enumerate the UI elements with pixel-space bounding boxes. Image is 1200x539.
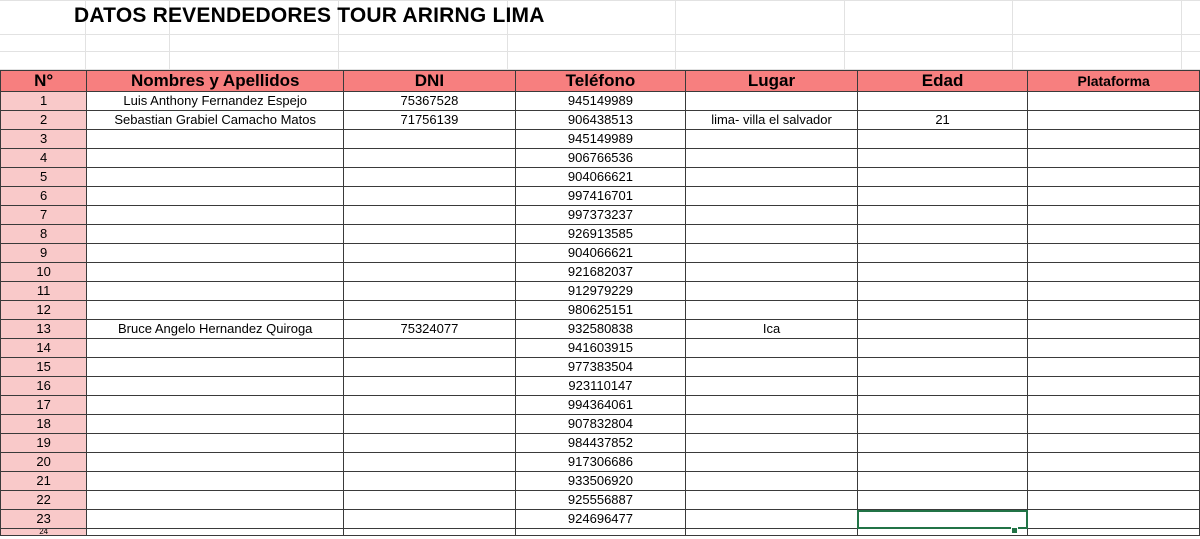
- phone-cell[interactable]: 904066621: [515, 168, 686, 187]
- table-row: [1, 510, 1200, 529]
- name-cell[interactable]: [87, 187, 344, 206]
- name-cell[interactable]: Luis Anthony Fernandez Espejo: [87, 92, 344, 111]
- table-row: [1, 111, 1200, 130]
- place-cell[interactable]: [686, 396, 858, 415]
- row-number[interactable]: 14: [1, 339, 87, 358]
- age-cell[interactable]: [857, 529, 1028, 536]
- table-row: [1, 168, 1200, 187]
- dni-cell[interactable]: [344, 263, 516, 282]
- table-row: [1, 377, 1200, 396]
- table-row: [1, 491, 1200, 510]
- platform-cell[interactable]: [1028, 434, 1200, 453]
- platform-cell[interactable]: [1028, 301, 1200, 320]
- phone-cell[interactable]: 904066621: [515, 244, 686, 263]
- header-age[interactable]: Edad: [857, 71, 1028, 92]
- row-number[interactable]: 11: [1, 282, 87, 301]
- dni-cell[interactable]: [344, 491, 516, 510]
- place-cell[interactable]: [686, 472, 858, 491]
- sheet-title[interactable]: DATOS REVENDEDORES TOUR ARIRNG LIMA: [74, 4, 545, 27]
- row-number[interactable]: 17: [1, 396, 87, 415]
- place-cell[interactable]: [686, 282, 858, 301]
- phone-cell[interactable]: 926913585: [515, 225, 686, 244]
- platform-cell[interactable]: [1028, 92, 1200, 111]
- dni-cell[interactable]: [344, 472, 516, 491]
- phone-cell[interactable]: 917306686: [515, 453, 686, 472]
- phone-cell[interactable]: 925556887: [515, 491, 686, 510]
- dni-cell[interactable]: [344, 415, 516, 434]
- place-cell[interactable]: [686, 92, 858, 111]
- name-cell[interactable]: [87, 510, 344, 529]
- dni-cell[interactable]: [344, 187, 516, 206]
- dni-cell[interactable]: 75324077: [344, 320, 516, 339]
- name-cell[interactable]: [87, 339, 344, 358]
- name-cell[interactable]: [87, 206, 344, 225]
- row-number[interactable]: 16: [1, 377, 87, 396]
- place-cell[interactable]: [686, 206, 858, 225]
- platform-cell[interactable]: [1028, 339, 1200, 358]
- age-cell[interactable]: [857, 491, 1028, 510]
- age-cell[interactable]: [857, 339, 1028, 358]
- row-number[interactable]: 9: [1, 244, 87, 263]
- age-cell[interactable]: [857, 244, 1028, 263]
- dni-cell[interactable]: [344, 282, 516, 301]
- row-number[interactable]: 24: [1, 529, 87, 536]
- dni-cell[interactable]: [344, 244, 516, 263]
- table-row: [1, 263, 1200, 282]
- name-cell[interactable]: [87, 434, 344, 453]
- platform-cell[interactable]: [1028, 320, 1200, 339]
- dni-cell[interactable]: [344, 434, 516, 453]
- name-cell[interactable]: [87, 263, 344, 282]
- phone-cell[interactable]: 945149989: [515, 92, 686, 111]
- row-number[interactable]: 7: [1, 206, 87, 225]
- place-cell[interactable]: [686, 149, 858, 168]
- row-number[interactable]: 15: [1, 358, 87, 377]
- dni-cell[interactable]: [344, 149, 516, 168]
- table-row: [1, 396, 1200, 415]
- phone-cell[interactable]: [515, 529, 686, 536]
- platform-cell[interactable]: [1028, 168, 1200, 187]
- dni-cell[interactable]: [344, 168, 516, 187]
- table-row: [1, 529, 1200, 536]
- header-row: [1, 71, 1200, 92]
- place-cell[interactable]: [686, 434, 858, 453]
- phone-cell[interactable]: 907832804: [515, 415, 686, 434]
- place-cell[interactable]: [686, 491, 858, 510]
- row-number[interactable]: 22: [1, 491, 87, 510]
- place-cell[interactable]: [686, 263, 858, 282]
- row-number[interactable]: 4: [1, 149, 87, 168]
- table-row: [1, 282, 1200, 301]
- age-cell[interactable]: [857, 130, 1028, 149]
- name-cell[interactable]: [87, 377, 344, 396]
- name-cell[interactable]: [87, 168, 344, 187]
- header-dni[interactable]: DNI: [344, 71, 516, 92]
- table-row: [1, 415, 1200, 434]
- table-row: [1, 358, 1200, 377]
- platform-cell[interactable]: [1028, 453, 1200, 472]
- place-cell[interactable]: [686, 168, 858, 187]
- phone-cell[interactable]: 906766536: [515, 149, 686, 168]
- place-cell[interactable]: lima- villa el salvador: [686, 111, 858, 130]
- row-number[interactable]: 20: [1, 453, 87, 472]
- selection-fill-handle[interactable]: [1011, 527, 1018, 534]
- dni-cell[interactable]: [344, 453, 516, 472]
- dni-cell[interactable]: [344, 529, 516, 536]
- row-number[interactable]: 21: [1, 472, 87, 491]
- table-row: [1, 206, 1200, 225]
- name-cell[interactable]: Sebastian Grabiel Camacho Matos: [87, 111, 344, 130]
- platform-cell[interactable]: [1028, 377, 1200, 396]
- table-row: [1, 434, 1200, 453]
- age-cell[interactable]: [857, 358, 1028, 377]
- table-row: [1, 130, 1200, 149]
- name-cell[interactable]: [87, 244, 344, 263]
- phone-cell[interactable]: 924696477: [515, 510, 686, 529]
- table-row: [1, 225, 1200, 244]
- table-row: [1, 187, 1200, 206]
- table-row: [1, 301, 1200, 320]
- row-number[interactable]: 12: [1, 301, 87, 320]
- dni-cell[interactable]: [344, 225, 516, 244]
- place-cell[interactable]: [686, 415, 858, 434]
- place-cell[interactable]: [686, 187, 858, 206]
- platform-cell[interactable]: [1028, 529, 1200, 536]
- age-cell[interactable]: [857, 225, 1028, 244]
- dni-cell[interactable]: [344, 301, 516, 320]
- dni-cell[interactable]: 71756139: [344, 111, 516, 130]
- name-cell[interactable]: [87, 415, 344, 434]
- phone-cell[interactable]: 932580838: [515, 320, 686, 339]
- phone-cell[interactable]: 945149989: [515, 130, 686, 149]
- table-row: [1, 149, 1200, 168]
- age-cell[interactable]: [857, 301, 1028, 320]
- dni-cell[interactable]: [344, 396, 516, 415]
- dni-cell[interactable]: 75367528: [344, 92, 516, 111]
- row-number[interactable]: 2: [1, 111, 87, 130]
- dni-cell[interactable]: [344, 358, 516, 377]
- place-cell[interactable]: [686, 130, 858, 149]
- row-number[interactable]: 19: [1, 434, 87, 453]
- dni-cell[interactable]: [344, 510, 516, 529]
- table-row: [1, 339, 1200, 358]
- platform-cell[interactable]: [1028, 149, 1200, 168]
- platform-cell[interactable]: [1028, 130, 1200, 149]
- place-cell[interactable]: [686, 339, 858, 358]
- age-cell[interactable]: [857, 396, 1028, 415]
- table-row: [1, 244, 1200, 263]
- place-cell[interactable]: [686, 225, 858, 244]
- name-cell[interactable]: [87, 453, 344, 472]
- phone-cell[interactable]: 923110147: [515, 377, 686, 396]
- name-cell[interactable]: Bruce Angelo Hernandez Quiroga: [87, 320, 344, 339]
- age-cell[interactable]: [857, 472, 1028, 491]
- row-number[interactable]: 1: [1, 92, 87, 111]
- name-cell[interactable]: [87, 358, 344, 377]
- name-cell[interactable]: [87, 491, 344, 510]
- platform-cell[interactable]: [1028, 244, 1200, 263]
- table-row: [1, 472, 1200, 491]
- dni-cell[interactable]: [344, 377, 516, 396]
- place-cell[interactable]: [686, 244, 858, 263]
- age-cell[interactable]: [857, 415, 1028, 434]
- name-cell[interactable]: [87, 282, 344, 301]
- name-cell[interactable]: [87, 130, 344, 149]
- platform-cell[interactable]: [1028, 491, 1200, 510]
- phone-cell[interactable]: 933506920: [515, 472, 686, 491]
- header-place[interactable]: Lugar: [686, 71, 858, 92]
- place-cell[interactable]: [686, 301, 858, 320]
- platform-cell[interactable]: [1028, 111, 1200, 130]
- age-cell[interactable]: [857, 263, 1028, 282]
- age-cell[interactable]: [857, 149, 1028, 168]
- header-phone[interactable]: Teléfono: [515, 71, 686, 92]
- row-number[interactable]: 18: [1, 415, 87, 434]
- place-cell[interactable]: [686, 510, 858, 529]
- dni-cell[interactable]: [344, 339, 516, 358]
- age-cell[interactable]: [857, 187, 1028, 206]
- row-number[interactable]: 8: [1, 225, 87, 244]
- phone-cell[interactable]: 984437852: [515, 434, 686, 453]
- name-cell[interactable]: [87, 149, 344, 168]
- age-cell[interactable]: 21: [857, 111, 1028, 130]
- phone-cell[interactable]: 977383504: [515, 358, 686, 377]
- age-cell[interactable]: [857, 453, 1028, 472]
- dni-cell[interactable]: [344, 206, 516, 225]
- phone-cell[interactable]: 997373237: [515, 206, 686, 225]
- name-cell[interactable]: [87, 472, 344, 491]
- place-cell[interactable]: [686, 377, 858, 396]
- age-cell[interactable]: [857, 92, 1028, 111]
- header-number[interactable]: N°: [1, 71, 87, 92]
- dni-cell[interactable]: [344, 130, 516, 149]
- age-cell[interactable]: [857, 510, 1028, 529]
- platform-cell[interactable]: [1028, 415, 1200, 434]
- phone-cell[interactable]: 994364061: [515, 396, 686, 415]
- age-cell[interactable]: [857, 168, 1028, 187]
- age-cell[interactable]: [857, 434, 1028, 453]
- platform-cell[interactable]: [1028, 263, 1200, 282]
- row-number[interactable]: 13: [1, 320, 87, 339]
- age-cell[interactable]: [857, 320, 1028, 339]
- name-cell[interactable]: [87, 225, 344, 244]
- phone-cell[interactable]: 980625151: [515, 301, 686, 320]
- table-row: [1, 320, 1200, 339]
- table-row: [1, 92, 1200, 111]
- phone-cell[interactable]: 906438513: [515, 111, 686, 130]
- platform-cell[interactable]: [1028, 510, 1200, 529]
- phone-cell[interactable]: 912979229: [515, 282, 686, 301]
- place-cell[interactable]: [686, 358, 858, 377]
- name-cell[interactable]: [87, 396, 344, 415]
- age-cell[interactable]: [857, 282, 1028, 301]
- place-cell[interactable]: [686, 453, 858, 472]
- header-platform[interactable]: Plataforma: [1028, 71, 1200, 92]
- platform-cell[interactable]: [1028, 225, 1200, 244]
- table-row: [1, 453, 1200, 472]
- place-cell[interactable]: Ica: [686, 320, 858, 339]
- platform-cell[interactable]: [1028, 282, 1200, 301]
- header-names[interactable]: Nombres y Apellidos: [87, 71, 344, 92]
- age-cell[interactable]: [857, 206, 1028, 225]
- row-number[interactable]: 5: [1, 168, 87, 187]
- row-number[interactable]: 6: [1, 187, 87, 206]
- platform-cell[interactable]: [1028, 472, 1200, 491]
- platform-cell[interactable]: [1028, 358, 1200, 377]
- row-number[interactable]: 10: [1, 263, 87, 282]
- row-number[interactable]: 3: [1, 130, 87, 149]
- phone-cell[interactable]: 941603915: [515, 339, 686, 358]
- platform-cell[interactable]: [1028, 396, 1200, 415]
- resellers-table: [0, 70, 1200, 536]
- row-number[interactable]: 23: [1, 510, 87, 529]
- phone-cell[interactable]: 997416701: [515, 187, 686, 206]
- platform-cell[interactable]: [1028, 206, 1200, 225]
- phone-cell[interactable]: 921682037: [515, 263, 686, 282]
- platform-cell[interactable]: [1028, 187, 1200, 206]
- name-cell[interactable]: [87, 301, 344, 320]
- age-cell[interactable]: [857, 377, 1028, 396]
- place-cell[interactable]: [686, 529, 858, 536]
- name-cell[interactable]: [87, 529, 344, 536]
